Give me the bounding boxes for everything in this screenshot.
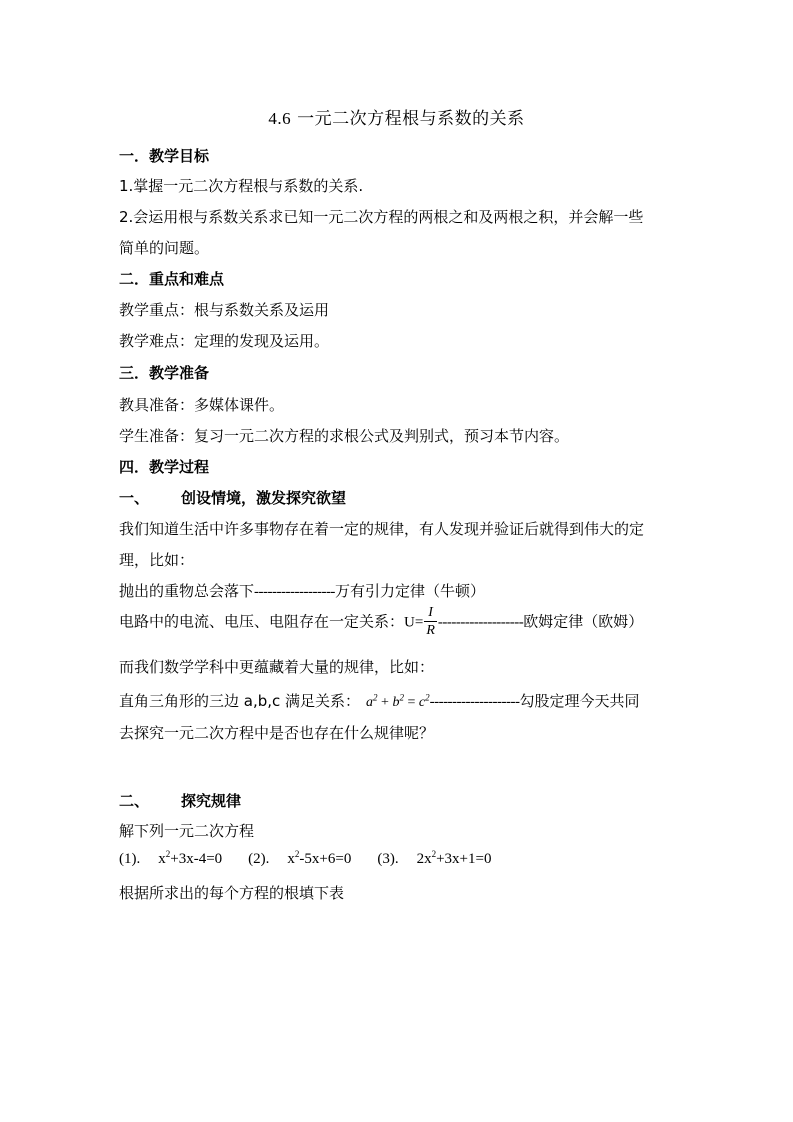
ohm-formula-lhs: U=	[404, 614, 424, 631]
title-text: 一元二次方程根与系数的关系	[297, 109, 525, 129]
equation-1-label: (1).	[119, 851, 141, 867]
objective-2-line-2: 简单的问题。	[119, 239, 210, 257]
student-preparation: 学生准备：复习一元二次方程的求根公式及判别式，预习本节内容。	[119, 427, 570, 445]
formula-equals: =	[403, 695, 419, 710]
ohm-denominator: R	[426, 623, 435, 638]
objective-1: 1.掌握一元二次方程根与系数的关系.	[119, 177, 364, 195]
subsection-2-number: 二、	[119, 792, 150, 810]
example-gravity-dash: ------------------	[254, 584, 335, 600]
fill-table-instruction: 根据所求出的每个方程的根填下表	[119, 884, 345, 902]
formula-c: c	[418, 695, 426, 710]
page-title	[0, 104, 793, 129]
exploration-question: 去探究一元二次方程中是否也存在什么规律呢？	[119, 724, 435, 742]
example-gravity-text: 抛出的重物总会落下	[119, 582, 255, 600]
difficult-point: 教学难点：定理的发现及运用。	[119, 332, 330, 350]
example-gravity	[119, 580, 485, 601]
section-heading-objectives: 一．教学目标	[119, 147, 210, 165]
example-pythagoras-text: 直角三角形的三边 a,b,c 满足关系：	[119, 692, 361, 710]
formula-a: a	[366, 695, 374, 710]
example-pythagoras	[119, 690, 640, 711]
solve-instruction: 解下列一元二次方程	[119, 822, 255, 840]
intro-line-2: 理，比如：	[119, 551, 195, 569]
subsection-heading-2	[119, 790, 241, 811]
example-ohm-dash: -------------------	[437, 614, 524, 631]
math-intro: 而我们数学学科中更蕴藏着大量的规律，比如：	[119, 658, 435, 676]
formula-b-exponent: 2	[399, 692, 404, 703]
formula-a-exponent: 2	[373, 692, 378, 703]
equation-1-exponent: 2	[165, 849, 171, 859]
subsection-1-title: 创设情境，激发探究欲望	[181, 489, 347, 507]
equation-3-exponent: 2	[431, 849, 437, 859]
example-gravity-law: 万有引力定律（牛顿）	[334, 582, 485, 600]
formula-plus: +	[377, 695, 393, 710]
equation-2-label: (2).	[248, 851, 270, 867]
formula-c-exponent: 2	[425, 692, 430, 703]
equation-1	[158, 851, 222, 867]
equations-row	[119, 851, 491, 868]
example-pythagoras-dash: --------------------	[429, 694, 520, 710]
teaching-tools: 教具准备：多媒体课件。	[119, 396, 285, 414]
equation-1-x: x	[158, 851, 166, 867]
ohm-fraction	[424, 606, 437, 638]
example-ohm	[119, 606, 643, 638]
equation-3	[417, 851, 492, 867]
intro-line-1: 我们知道生活中许多事物存在着一定的规律，有人发现并验证后就得到伟大的定	[119, 520, 645, 538]
equation-2-x: x	[287, 851, 295, 867]
equation-3-x: 2x	[416, 851, 432, 867]
equation-2-exponent: 2	[294, 849, 300, 859]
section-heading-process: 四．教学过程	[119, 458, 210, 476]
section-heading-preparation: 三．教学准备	[119, 364, 210, 382]
section-heading-key-points: 二．重点和难点	[119, 270, 225, 288]
subsection-1-number: 一、	[119, 489, 150, 507]
example-ohm-law: 欧姆定律（欧姆）	[523, 612, 644, 631]
example-ohm-text: 电路中的电流、电压、电阻存在一定关系：	[119, 612, 405, 631]
objective-2-line-1: 2.会运用根与系数关系求已知一元二次方程的两根之和及两根之积，并会解一些	[119, 208, 644, 226]
equation-2	[287, 851, 351, 867]
subsection-2-title: 探究规律	[181, 792, 242, 810]
equation-3-label: (3).	[377, 851, 399, 867]
equation-2-rest: -5x+6=0	[299, 851, 352, 867]
equation-1-rest: +3x-4=0	[170, 851, 223, 867]
equation-3-rest: +3x+1=0	[436, 851, 492, 867]
ohm-numerator: I	[424, 606, 437, 622]
key-point: 教学重点：根与系数关系及运用	[119, 301, 330, 319]
example-pythagoras-law: 勾股定理今天共同	[519, 692, 640, 710]
formula-b: b	[392, 695, 400, 710]
pythagoras-formula	[366, 692, 430, 710]
title-number: 4.6	[268, 109, 292, 128]
subsection-heading-1	[119, 487, 346, 508]
